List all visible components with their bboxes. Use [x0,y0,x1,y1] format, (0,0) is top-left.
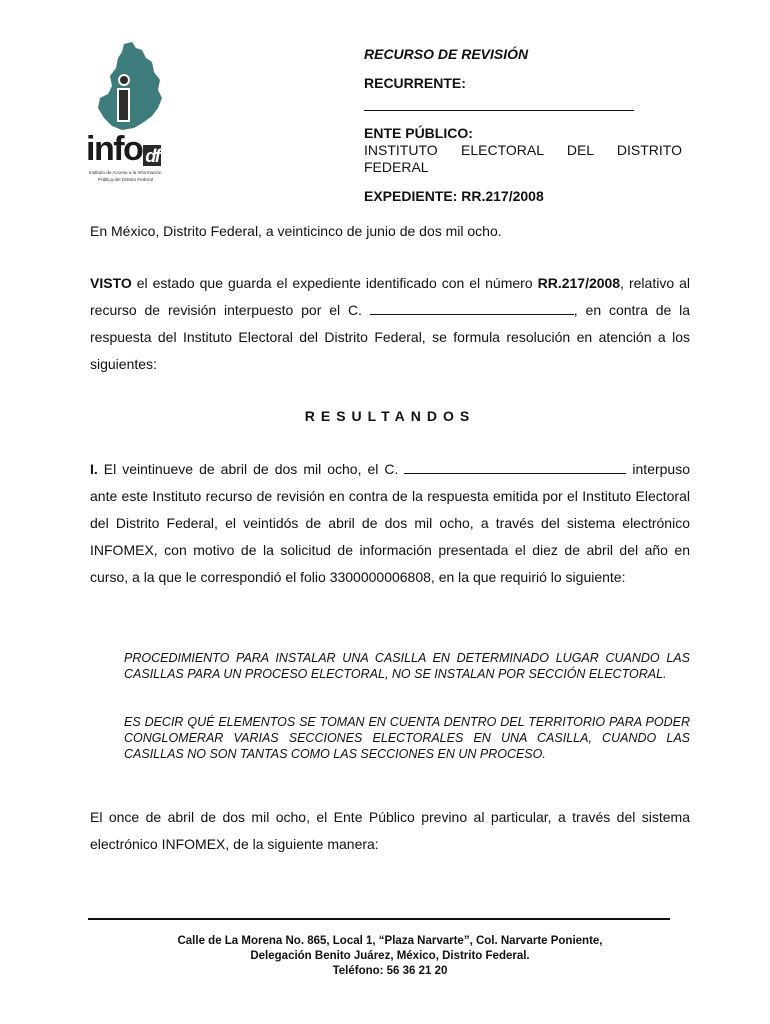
redacted-name-line [404,461,626,474]
recurrente-label: RECURRENTE: [364,75,466,91]
footer-phone: Teléfono: 56 36 21 20 [332,965,448,977]
footer-line: Calle de La Morena No. 865, Local 1, “Plaza Narvarte”, Col. Narvarte Poniente, [177,935,603,947]
expediente-number: RR.217/2008 [537,275,621,291]
document-title: RECURSO DE REVISIÓN [364,46,529,62]
ente-publico-value: INSTITUTO ELECTORAL DEL DISTRITO FEDERAL [364,142,682,175]
redacted-name-line [370,302,574,315]
logo-subtitle: Pública del Distrito Federal [98,177,153,182]
visto-paragraph: VISTO el estado que guarda el expediente identificado con el número RR.217/2008, relativo al recurso de revisión interpuesto por el C. , en contra de la respuesta del Instituto Electoral del Distrito Federal, se formula resolución en atención a los siguientes: [90,275,691,372]
date-paragraph: En México, Distrito Federal, a veinticinco de junio de dos mil ocho. [90,223,502,239]
logo-subtitle: Instituto de Acceso a la Información [89,170,162,175]
recurrente-blank-line [364,96,634,111]
resultandos-heading: RESULTANDOS [304,408,476,424]
prevention-paragraph: El once de abril de dos mil ocho, el Ente Público previno al particular, a través del sistema electrónico INFOMEX, de la siguiente manera: [90,809,690,852]
quoted-request-1: PROCEDIMIENTO PARA INSTALAR UNA CASILLA EN DETERMINADO LUGAR CUANDO LAS CASILLAS PARA UN PROCESO ELECTORAL, NO SE INSTALAN POR SECCIÓN ELECTORAL. [124,651,690,681]
roman-numeral: I. [90,461,98,477]
infodf-logo [86,40,186,188]
visto-bold: VISTO [90,275,132,291]
expediente-label: EXPEDIENTE: RR.217/2008 [364,188,544,204]
resultando-one-paragraph: I. El veintinueve de abril de dos mil ocho, el C. interpuso ante este Instituto recurso de revisión en contra de la respuesta emitida por el Instituto Electoral del Distrito Federal, el veintidós de abril de dos mil ocho, a través del sistema electrónico INFOMEX, con motivo de la solicitud de información presentada el diez de abril del año en curso, a la que le correspondió el folio 3300000006808, en la que requirió lo siguiente: [90,461,690,585]
quoted-request-2: ES DECIR QUÉ ELEMENTOS SE TOMAN EN CUENTA DENTRO DEL TERRITORIO PARA PODER CONGLOMERAR VARIAS SECCIONES ELECTORALES EN UNA CASILLA, CUANDO LAS CASILLAS NO SON TANTAS COMO LAS SECCIONES EN UN PROCESO. [124,715,690,761]
footer-address [88,934,692,979]
footer-line: Delegación Benito Juárez, México, Distrito Federal. [250,950,530,962]
case-header [364,46,682,205]
logo-wordmark: info df [86,130,160,168]
mexico-city-map-icon [86,40,186,132]
ente-publico-label: ENTE PÚBLICO: [364,125,473,141]
footer-divider [88,918,670,920]
